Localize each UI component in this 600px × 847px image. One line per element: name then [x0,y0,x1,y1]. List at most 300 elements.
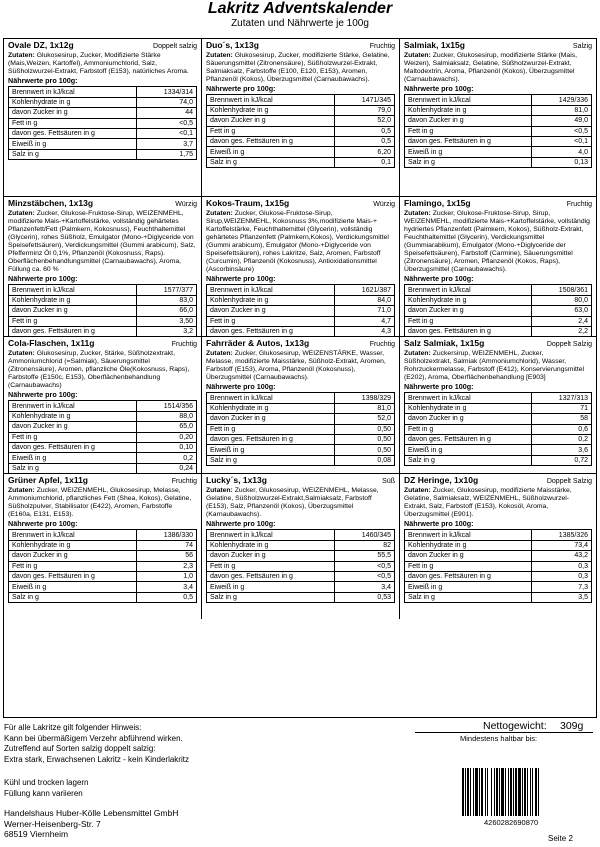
nutrition-label: Eiweiß in g [9,453,137,463]
nutrition-table [206,94,395,168]
nutrition-value: 3,5 [532,592,592,602]
nutrition-row [207,105,395,115]
nutrition-row [207,136,395,146]
nutrition-label: Eiweiß in g [405,582,532,592]
nutrition-row [9,139,197,149]
nutrition-value: 6,20 [335,147,395,157]
nutrition-row [405,592,592,602]
ingredients-label: Zutaten: [8,210,35,218]
nutrition-label: Kohlenhydrate in g [207,295,335,305]
nutrition-value: 3,6 [532,445,592,455]
ingredients-text: Zutaten: Zucker, Glukose-Fruktose-Sirup, WEIZENMEHL, modifizierte Mais-+Kartoffelstärke, vollständig gehärtetes Pflanzenfett/Fett (Palmkern, Kokosnuss), Feuchthaltemittel (Glycerin), rohes Süßholz, Emulgator (Mono-+Diglyceride von Speisefettsäuren), Verdickungsmittel (Gummi arabicum), Salz, Pfefferminz Öl 0,1%, Pflanzenöl (Kokosnuss, Raps). Oberflächenbehandlungsmittel (Carnaubawachs), Aroma, Füllung ca. 60 % [8,210,196,274]
ingredients-label: Zutaten: [206,52,233,60]
nutrition-value: 4,3 [335,326,395,336]
nutrition-row [9,306,197,316]
nutrition-row [207,540,395,550]
nutrition-label: Salz in g [207,455,335,465]
nutrition-value: 3,50 [137,316,197,326]
nutrition-label: Brennwert in kJ/kcal [9,285,137,295]
nutrition-row [9,316,197,326]
nutrition-value: 1398/329 [335,393,395,403]
nutrition-label: davon ges. Fettsäuren in g [9,326,137,336]
nutrition-row [405,147,592,157]
nutrition-value: 74,0 [137,97,197,107]
nutrition-table [206,392,395,466]
nutrition-row [405,116,592,126]
product-flavor: Fruchtig [171,341,197,348]
nutrition-row [9,432,197,442]
nutrition-label: Brennwert in kJ/kcal [9,401,137,411]
nutrition-table [206,529,395,603]
nutrition-row [405,571,592,581]
ingredients-label: Zutaten: [404,52,431,60]
nutrition-row [405,540,592,550]
nutrition-label: davon ges. Fettsäuren in g [207,136,335,146]
nutrition-row [9,128,197,138]
nutrition-value: 52,0 [335,116,395,126]
nutrition-label: davon Zucker in g [405,414,532,424]
nutrition-label: Kohlenhydrate in g [207,540,335,550]
nutrition-label: davon Zucker in g [207,306,335,316]
nutrition-label: Eiweiß in g [9,139,137,149]
nutrition-title: Nährwerte pro 100g: [8,274,78,284]
nutrition-label: Salz in g [9,149,137,159]
nutrition-value: <0,5 [532,126,592,136]
nutrition-row [405,316,592,326]
nutrition-label: Salz in g [207,592,335,602]
nutrition-value: 52,0 [335,414,395,424]
ingredients-label: Zutaten: [206,487,233,495]
page-number: Seite 2 [548,834,573,843]
nutrition-row [405,136,592,146]
nutrition-label: Eiweiß in g [405,445,532,455]
nutrition-value: 88,0 [137,411,197,421]
nutrition-row [207,295,395,305]
nutrition-value: 0,2 [137,453,197,463]
product-name: Minzstäbchen, 1x13g [8,198,94,208]
nutrition-value: 0,5 [335,126,395,136]
ingredients-text: Zutaten: Zucker, Glukosesirup, modifizierte Stärke (Mais, Weizen), Salmiaksalz, Gelatine, Süßholzwurzel-Extrakt, Maltodextrin, Aroma, Pflanzenöl (Kokos), Überzugsmittel (Carnaubawachs). [404,52,577,84]
product-flavor: Doppelt Salzig [546,341,592,348]
nutrition-label: davon Zucker in g [405,116,532,126]
nutrition-row [9,592,197,602]
nutrition-label: Kohlenhydrate in g [405,295,532,305]
nutrition-label: Brennwert in kJ/kcal [9,87,137,97]
nutrition-title: Nährwerte pro 100g: [404,382,474,392]
product-name: DZ Heringe, 1x10g [404,475,479,485]
nutrition-value: 0,1 [335,157,395,167]
nutrition-row [405,306,592,316]
nutrition-value: 0,2 [532,434,592,444]
nutrition-row [405,551,592,561]
nutrition-row [9,108,197,118]
nutrition-value: 83,0 [137,295,197,305]
product-card [4,197,202,337]
nutrition-value: 0,50 [335,424,395,434]
ingredients-label: Zutaten: [404,350,431,358]
nutrition-row [9,411,197,421]
ingredients-label: Zutaten: [8,487,35,495]
product-flavor: Würzig [373,201,395,208]
nutrition-value: 63,0 [532,306,592,316]
nutrition-label: Brennwert in kJ/kcal [207,95,335,105]
product-card [4,39,202,197]
ingredients-text: Zutaten: Zuckersirup, WEIZENMEHL, Zucker, Süßholzextrakt, Salmiak (Ammoniumchlorid), Wasser, Rohrzuckermelasse, Farbstoff (E412), Konservierungsmittel (E202), Aroma, Oberflächenbehandlung [E903] [404,350,585,382]
nutrition-label: Eiweiß in g [207,445,335,455]
allergy-note: Für alle Lakritze gilt folgender Hinweis: Kann bei übermäßigem Verzehr abführend wirken. Zutreffend auf Sorten salzig doppelt salzig: Extra stark, Erwachsenen Lakritz - kein Kinderlakritz [4,723,189,764]
ingredients-label: Zutaten: [404,210,431,218]
company-address: Handelshaus Huber-Kölle Lebensmittel GmbH Werner-Heisenberg-Str. 7 68519 Viernheim [4,808,179,839]
nutrition-row [207,403,395,413]
nutrition-row [207,285,395,295]
product-flavor: Fruchtig [369,341,395,348]
nutrition-value: 0,53 [335,592,395,602]
product-flavor: Süß [382,478,395,485]
nutrition-title: Nährwerte pro 100g: [206,274,276,284]
nutrition-table [404,284,592,337]
nutrition-label: Eiweiß in g [405,147,532,157]
nutrition-row [207,582,395,592]
nutrition-row [9,149,197,159]
product-card [202,39,400,197]
nutrition-value: 66,0 [137,306,197,316]
nutrition-row [405,105,592,115]
ingredients-text: Zutaten: Zucker, Glukosesirup, modifizierte Maisstärke, Gelatine, Salmiaksalz, WEIZENMEHL, Süßholzwurzel-Extrakt, Salz, Farbstoff (E153), Kokosöl, Aroma, Überzugsmittel (E901). [404,487,572,519]
nutrition-title: Nährwerte pro 100g: [206,382,276,392]
nutrition-row [405,434,592,444]
nutrition-label: Kohlenhydrate in g [207,105,335,115]
nutrition-row [405,393,592,403]
nutrition-row [405,530,592,540]
nutrition-table [404,392,592,466]
nutrition-label: Eiweiß in g [207,582,335,592]
nutrition-label: davon Zucker in g [9,422,137,432]
net-weight-value: 309g [560,720,584,732]
product-name: Salz Salmiak, 1x15g [404,338,485,348]
nutrition-row [9,87,197,97]
nutrition-value: 80,0 [532,295,592,305]
nutrition-row [207,434,395,444]
product-card [4,337,202,474]
nutrition-value: 0,5 [335,136,395,146]
product-flavor: Salzig [572,43,592,50]
nutrition-row [405,295,592,305]
nutrition-value: 7,3 [532,582,592,592]
nutrition-label: davon Zucker in g [207,551,335,561]
nutrition-row [405,424,592,434]
nutrition-row [405,561,592,571]
nutrition-value: 43,2 [532,551,592,561]
nutrition-row [207,126,395,136]
nutrition-value: 1471/345 [335,95,395,105]
product-name: Lucky´s, 1x13g [206,475,267,485]
net-weight [415,720,593,733]
nutrition-row [9,530,197,540]
nutrition-label: Fett in g [9,432,137,442]
product-name: Duo´s, 1x13g [206,40,259,50]
product-card [4,474,202,619]
nutrition-row [207,157,395,167]
nutrition-value: 79,0 [335,105,395,115]
nutrition-value: 0,13 [532,157,592,167]
nutrition-value: 0,3 [532,561,592,571]
nutrition-label: Kohlenhydrate in g [207,403,335,413]
nutrition-value: 3,2 [137,326,197,336]
nutrition-value: 0,72 [532,455,592,465]
nutrition-row [207,455,395,465]
nutrition-label: Fett in g [405,126,532,136]
nutrition-row [405,326,592,336]
nutrition-value: 0,10 [137,442,197,452]
product-card [202,474,400,619]
ingredients-text: Zutaten: Zucker, Glukose-Fruktose-Sirup, Sirup,WEIZENMEHL, Kokosnuss 3%,modifizierte Mais-+ Kartoffelstärke, Feuchthaltemittel (Glycerin), vollständig gehärtetes Pflanzenfett (Palmkern,Kokos), Verdickungsmittel (Gummi arabicum), Emulgator (Mono-+Diglyceride von Speisefettsäuren), rohes Lakritze, Salz, Aromen, Farbstoff (Curcumin), Pflanzenöl (Kokosnuss), Antioxidationsmittel (Ascorbinsäure) [206,210,389,274]
nutrition-row [405,95,592,105]
nutrition-row [405,445,592,455]
nutrition-value: 0,50 [335,434,395,444]
nutrition-value: 44 [137,108,197,118]
nutrition-label: Fett in g [207,424,335,434]
nutrition-label: davon ges. Fettsäuren in g [405,434,532,444]
nutrition-row [207,147,395,157]
nutrition-value: <0,1 [137,128,197,138]
nutrition-row [9,561,197,571]
nutrition-value: 4,7 [335,316,395,326]
nutrition-row [405,414,592,424]
nutrition-row [405,582,592,592]
nutrition-label: Fett in g [207,561,335,571]
nutrition-value: 3,4 [335,582,395,592]
product-name: Ovale DZ, 1x12g [8,40,74,50]
ingredients-text: Zutaten: Glukosesirup, Zucker, Modifizierte Stärke (Mais,Weizen, Kartoffel), Ammoniumchlorid, Salz, Süßholzwurzel-Extrakt, Farbstoff (E153), natürliches Aroma. [8,52,189,76]
nutrition-row [207,571,395,581]
nutrition-title: Nährwerte pro 100g: [8,76,78,86]
nutrition-label: Brennwert in kJ/kcal [207,393,335,403]
nutrition-label: Brennwert in kJ/kcal [405,393,532,403]
nutrition-table [206,284,395,337]
nutrition-value: 0,50 [335,445,395,455]
nutrition-label: Fett in g [405,561,532,571]
nutrition-label: davon ges. Fettsäuren in g [405,326,532,336]
storage-note: Kühl und trocken lagern Füllung kann variieren [4,778,89,798]
nutrition-value: 1385/326 [532,530,592,540]
nutrition-label: Kohlenhydrate in g [405,403,532,413]
nutrition-label: davon ges. Fettsäuren in g [405,571,532,581]
nutrition-value: 0,6 [532,424,592,434]
nutrition-label: davon Zucker in g [405,306,532,316]
product-flavor: Fruchtig [566,201,592,208]
nutrition-row [405,403,592,413]
nutrition-row [207,116,395,126]
nutrition-label: Eiweiß in g [207,147,335,157]
nutrition-value: 1621/387 [335,285,395,295]
nutrition-table [8,529,197,603]
ean-number: 4260282690870 [484,818,539,827]
nutrition-label: Kohlenhydrate in g [405,540,532,550]
nutrition-value: 74 [137,540,197,550]
nutrition-label: Salz in g [9,463,137,473]
nutrition-row [207,592,395,602]
product-card [400,197,596,337]
nutrition-title: Nährwerte pro 100g: [206,84,276,94]
product-card [202,197,400,337]
nutrition-label: davon ges. Fettsäuren in g [207,571,335,581]
nutrition-table [404,94,592,168]
ingredients-text: Zutaten: Zucker, WEIZENMEHL, Glukosesirup, Melasse, Ammoniumchlorid, pflanzliches Fett (Shea, Kokos), Gelatine, Süßholzpulver, Stabilisator (E422), Aromen, Farbstoffe (E160a, E131, E153). [8,487,192,519]
nutrition-label: Salz in g [9,592,137,602]
nutrition-row [9,285,197,295]
nutrition-label: Kohlenhydrate in g [9,97,137,107]
product-grid [3,38,597,718]
nutrition-label: Fett in g [207,126,335,136]
nutrition-value: 82 [335,540,395,550]
nutrition-value: 0,24 [137,463,197,473]
nutrition-label: davon Zucker in g [9,108,137,118]
ingredients-label: Zutaten: [8,350,35,358]
nutrition-label: Fett in g [9,316,137,326]
nutrition-label: Kohlenhydrate in g [9,295,137,305]
nutrition-value: 0,5 [137,592,197,602]
nutrition-label: davon ges. Fettsäuren in g [9,442,137,452]
nutrition-value: 1334/314 [137,87,197,97]
nutrition-row [9,571,197,581]
ingredients-label: Zutaten: [206,350,233,358]
nutrition-value: 1386/330 [137,530,197,540]
nutrition-value: 1514/356 [137,401,197,411]
product-flavor: Würzig [175,201,197,208]
nutrition-label: Brennwert in kJ/kcal [405,285,532,295]
nutrition-row [207,424,395,434]
nutrition-value: <0,5 [335,571,395,581]
nutrition-value: 1,0 [137,571,197,581]
nutrition-label: Salz in g [405,157,532,167]
nutrition-row [9,295,197,305]
nutrition-value: 1327/313 [532,393,592,403]
nutrition-title: Nährwerte pro 100g: [404,274,474,284]
nutrition-row [405,285,592,295]
nutrition-title: Nährwerte pro 100g: [404,84,474,94]
ingredients-text: Zutaten: Zucker, Glukose-Fruktose-Sirup, Sirup, WEIZENMEHL, modifizierte Mais-+Kartoffelstärke, vollständig hydriertes Pflanzenfett (Palmkern, Kokos), Süßholz-Extrakt, Feuchthaltemittel (Glycerin), Verdickungsmittel (Gummiarabikum), Emulgator (Mono-+Diglyceride der Speisefettsäuren), Farbstoff (Carmine), Säuerungsmittel (Zitronensäure), Aromen, Pflanzenöl (Kokos, Raps), Überzugsmittel (Carnaubawachs). [404,210,590,274]
product-card [202,337,400,474]
nutrition-row [9,551,197,561]
nutrition-label: davon Zucker in g [207,414,335,424]
nutrition-row [9,582,197,592]
nutrition-table [8,284,197,337]
nutrition-label: davon ges. Fettsäuren in g [9,128,137,138]
nutrition-row [9,453,197,463]
product-flavor: Doppelt Salzig [546,478,592,485]
ingredients-text: Zutaten: Glukosesirup, Zucker, modifizierte Stärke, Gelatine, Säuerungsmittel (Zitronensäure), Süßholzwurzel-Extrakt, Salmiaksalz, Farbstoffe (E100, E120, E153), Aromen, Pflanzenöl (Kokos), Überzugsmittel (Carnaubawachs). [206,52,390,84]
nutrition-value: 71,0 [335,306,395,316]
nutrition-label: Brennwert in kJ/kcal [405,530,532,540]
nutrition-row [207,445,395,455]
nutrition-label: davon ges. Fettsäuren in g [207,434,335,444]
nutrition-label: Eiweiß in g [9,582,137,592]
nutrition-row [405,157,592,167]
nutrition-row [9,118,197,128]
nutrition-row [207,414,395,424]
best-before-label: Mindestens haltbar bis: [460,734,538,743]
nutrition-label: Salz in g [405,592,532,602]
nutrition-value: 2,3 [137,561,197,571]
nutrition-label: davon Zucker in g [9,551,137,561]
nutrition-value: 0,20 [137,432,197,442]
nutrition-label: Brennwert in kJ/kcal [405,95,532,105]
nutrition-row [207,551,395,561]
nutrition-label: davon Zucker in g [405,551,532,561]
nutrition-label: davon Zucker in g [207,116,335,126]
page-subtitle: Zutaten und Nährwerte je 100g [231,18,369,29]
nutrition-label: Fett in g [207,316,335,326]
product-name: Cola-Flaschen, 1x11g [8,338,95,348]
nutrition-value: 1508/361 [532,285,592,295]
nutrition-label: Fett in g [9,118,137,128]
ingredients-text: Zutaten: Glukosesirup, Zucker, Stärke, Süßholzextrakt, Ammoniumchlorid (=Salmiak), Säuerungsmittel (Zitronensäure), Aromen, pflanzliche Öle(Kokosnuss, Raps), Farbstoffe (E150c, E153), Oberflächenbehandlung (Carnaubawachs) [8,350,190,390]
nutrition-row [9,97,197,107]
nutrition-value: 84,0 [335,295,395,305]
nutrition-label: davon ges. Fettsäuren in g [207,326,335,336]
product-name: Flamingo, 1x15g [404,198,471,208]
nutrition-row [207,393,395,403]
nutrition-row [9,422,197,432]
product-card [400,474,596,619]
nutrition-row [207,95,395,105]
nutrition-title: Nährwerte pro 100g: [8,519,78,529]
nutrition-value: 0,08 [335,455,395,465]
nutrition-label: davon ges. Fettsäuren in g [405,136,532,146]
nutrition-value: 1577/377 [137,285,197,295]
nutrition-value: 73,4 [532,540,592,550]
nutrition-table [8,400,197,474]
nutrition-value: 55,5 [335,551,395,561]
nutrition-value: 49,0 [532,116,592,126]
barcode-image [462,768,582,816]
product-flavor: Fruchtig [369,43,395,50]
nutrition-title: Nährwerte pro 100g: [404,519,474,529]
nutrition-label: Kohlenhydrate in g [9,411,137,421]
nutrition-value: 81,0 [335,403,395,413]
nutrition-row [405,455,592,465]
nutrition-label: Kohlenhydrate in g [9,540,137,550]
net-weight-label: Nettogewicht: [483,720,547,732]
product-flavor: Fruchtig [171,478,197,485]
nutrition-value: 1460/345 [335,530,395,540]
nutrition-row [207,326,395,336]
ingredients-label: Zutaten: [206,210,233,218]
nutrition-value: 81,0 [532,105,592,115]
product-name: Salmiak, 1x15g [404,40,465,50]
nutrition-row [207,561,395,571]
nutrition-row [405,126,592,136]
nutrition-label: Fett in g [405,424,532,434]
ingredients-label: Zutaten: [404,487,431,495]
nutrition-value: 1429/336 [532,95,592,105]
product-name: Kokos-Traum, 1x15g [206,198,290,208]
nutrition-value: <0,5 [137,118,197,128]
nutrition-table [8,86,197,160]
product-flavor: Doppelt salzig [153,43,197,50]
nutrition-label: Kohlenhydrate in g [405,105,532,115]
nutrition-title: Nährwerte pro 100g: [8,390,78,400]
product-name: Fahrräder & Autos, 1x13g [206,338,310,348]
nutrition-label: Brennwert in kJ/kcal [9,530,137,540]
product-card [400,337,596,474]
nutrition-label: Salz in g [405,455,532,465]
nutrition-label: Brennwert in kJ/kcal [207,285,335,295]
nutrition-value: 56 [137,551,197,561]
nutrition-value: 65,0 [137,422,197,432]
nutrition-row [9,401,197,411]
nutrition-row [9,442,197,452]
